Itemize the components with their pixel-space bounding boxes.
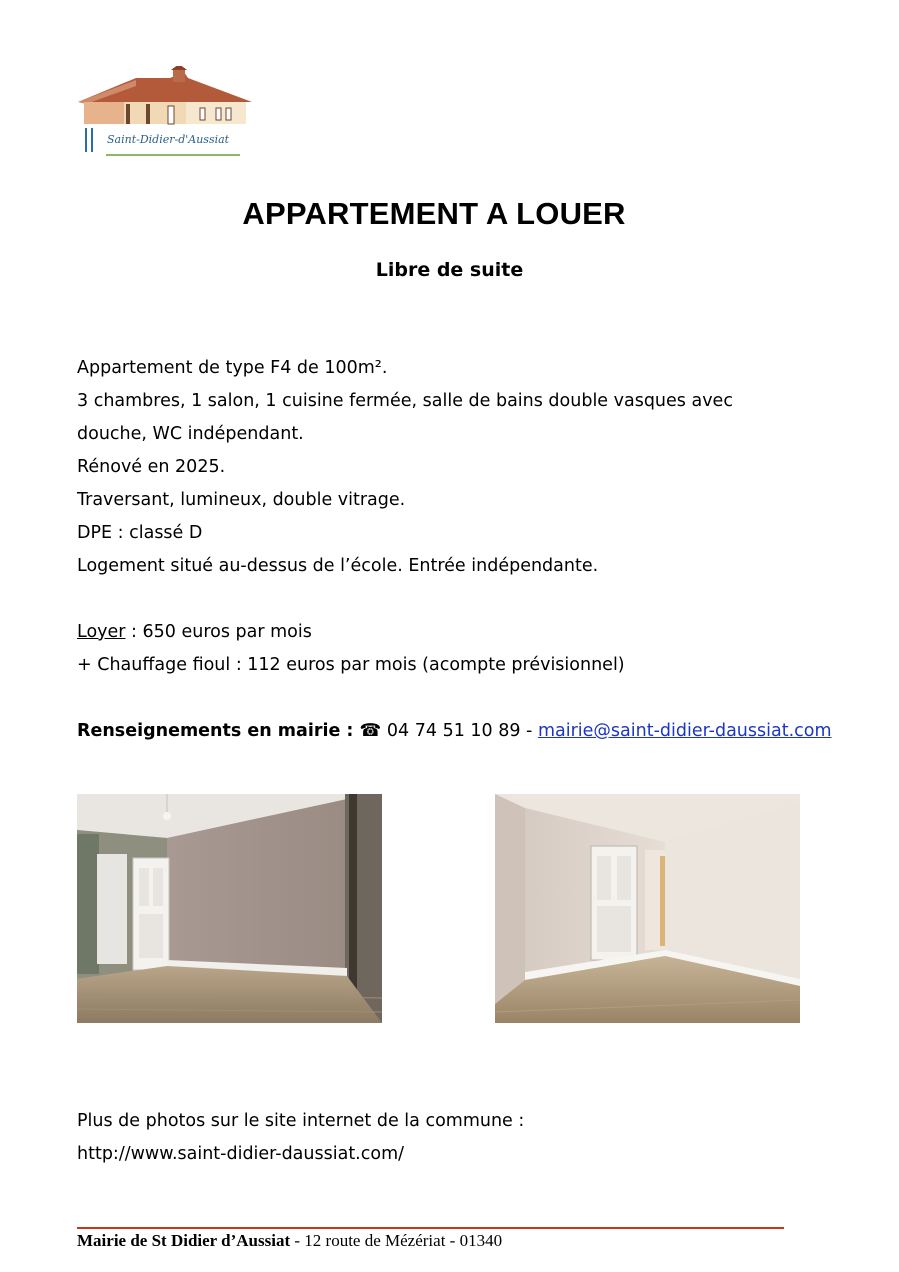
footer-address: - 12 route de Mézériat - 01340: [290, 1231, 503, 1250]
description: [77, 352, 733, 583]
description-line: Appartement de type F4 de 100m².: [77, 358, 388, 378]
heating-line: + Chauffage fioul : 112 euros par mois (acompte prévisionnel): [77, 655, 625, 675]
website-link[interactable]: http://www.saint-didier-daussiat.com/: [77, 1144, 405, 1164]
room-photo-image: [495, 794, 800, 1023]
logo-text: Saint-Didier-d'Aussiat: [107, 133, 230, 146]
contact-line: [77, 715, 832, 748]
more-photos-text: Plus de photos sur le site internet de la commune :: [77, 1111, 525, 1131]
rent-block: [77, 616, 625, 682]
description-line: douche, WC indépendant.: [77, 424, 304, 444]
page-title: APPARTEMENT A LOUER: [242, 196, 626, 231]
contact-email-link[interactable]: mairie@saint-didier-daussiat.com: [537, 721, 832, 741]
description-line: Rénové en 2025.: [77, 457, 226, 477]
photo-room-right: [495, 794, 800, 1023]
village-house-icon: [76, 66, 258, 136]
room-photo-image: [77, 794, 382, 1023]
footer-divider: [77, 1227, 784, 1229]
rent-value: : 650 euros par mois: [125, 622, 312, 642]
description-line: Logement situé au-dessus de l’école. Entrée indépendante.: [77, 556, 599, 576]
footer-name: Mairie de St Didier d’Aussiat: [77, 1231, 291, 1250]
description-line: 3 chambres, 1 salon, 1 cuisine fermée, salle de bains double vasques avec: [77, 391, 733, 411]
contact-phone: 04 74 51 10 89 -: [381, 721, 538, 741]
page-subtitle: Libre de suite: [375, 259, 524, 281]
description-line: Traversant, lumineux, double vitrage.: [77, 490, 406, 510]
description-line: DPE : classé D: [77, 523, 203, 543]
more-photos: [77, 1105, 524, 1171]
photo-room-left: [77, 794, 382, 1023]
phone-icon: ☎: [359, 721, 382, 741]
rent-line: [77, 616, 625, 649]
footer: [77, 1231, 502, 1251]
rent-label: Loyer: [77, 622, 126, 642]
contact-label: Renseignements en mairie :: [77, 721, 360, 741]
